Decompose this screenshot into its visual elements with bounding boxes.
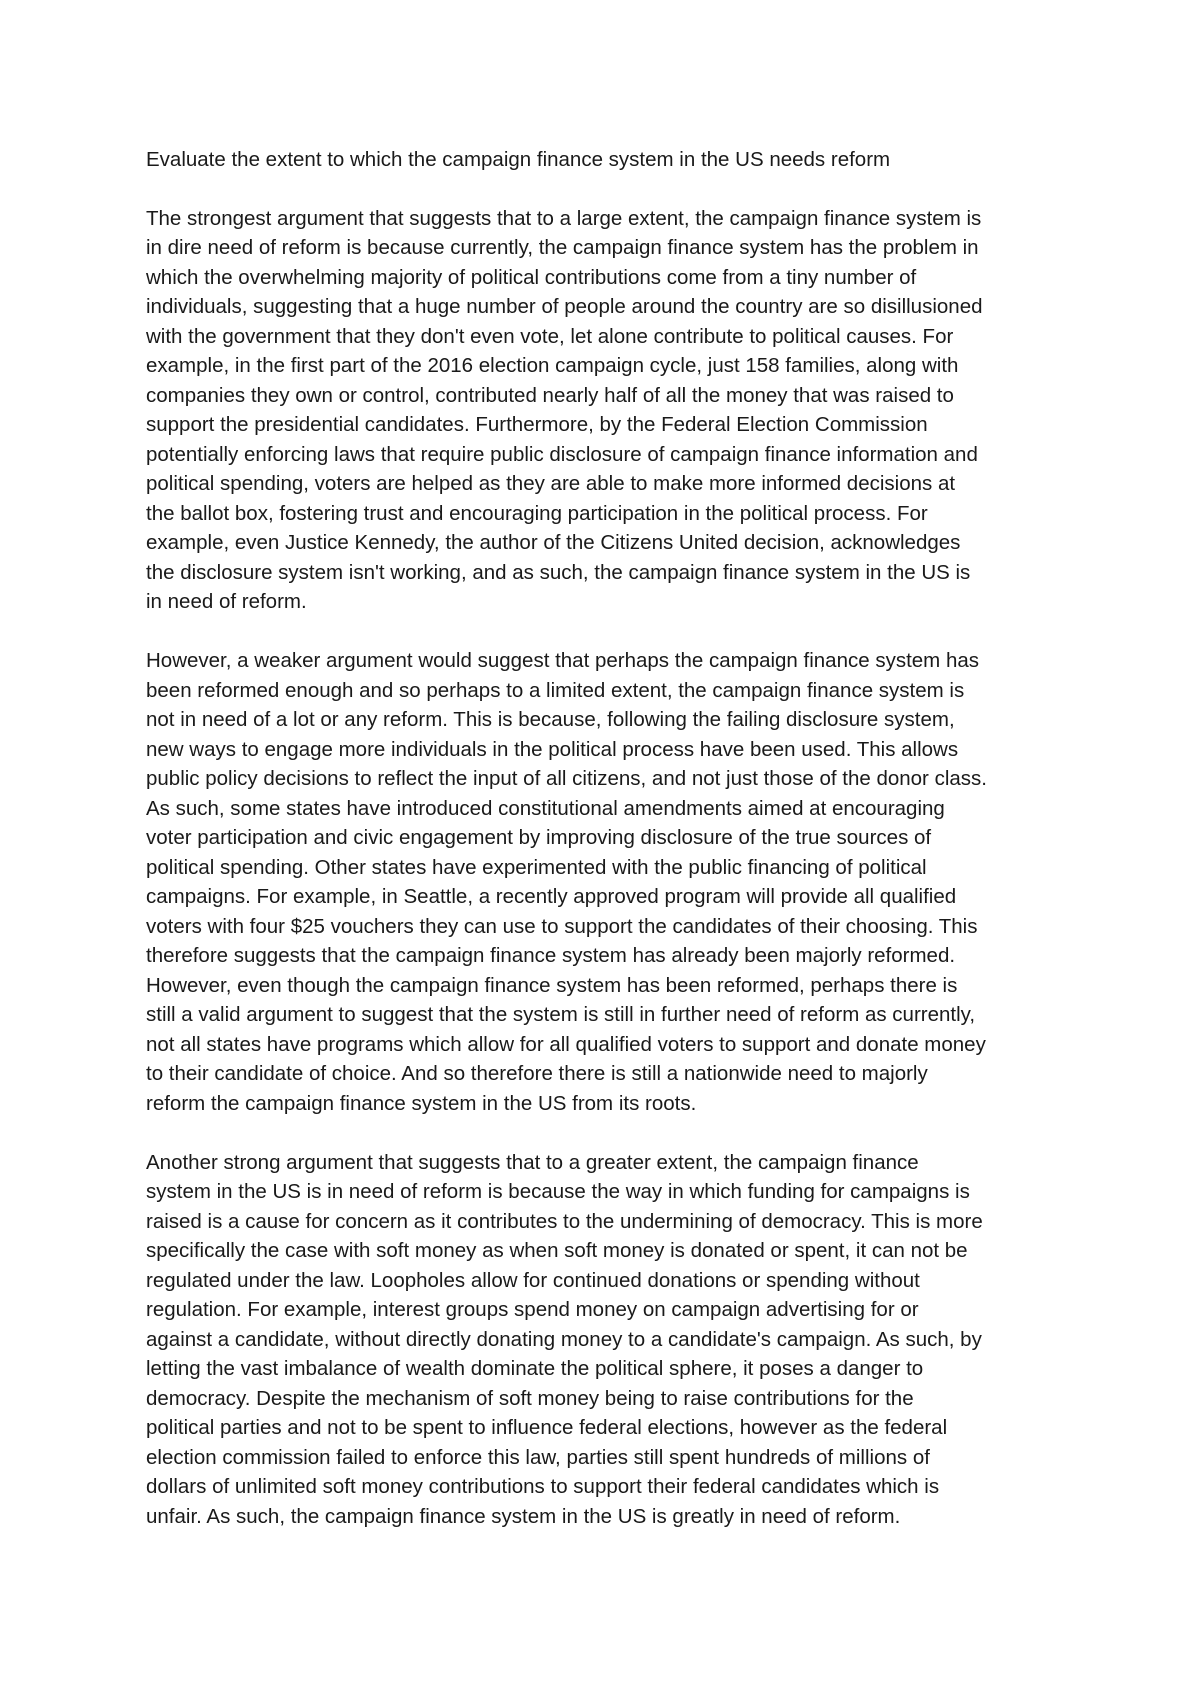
paragraph-line: unfair. As such, the campaign finance system in the US is greatly in need of reform.: [146, 1504, 901, 1528]
paragraph-line: example, in the first part of the 2016 election campaign cycle, just 158 families, along with: [146, 354, 959, 377]
paragraph: [146, 646, 1066, 1118]
document-title: Evaluate the extent to which the campaign finance system in the US needs reform: [146, 148, 891, 171]
paragraph-line: specifically the case with soft money as when soft money is donated or spent, it can not be: [146, 1239, 968, 1262]
paragraph-line: election commission failed to enforce this law, parties still spent hundreds of millions of: [146, 1445, 930, 1469]
paragraph-line: political spending, voters are helped as they are able to make more informed decisions at: [146, 472, 956, 495]
paragraph-line: potentially enforcing laws that require public disclosure of campaign finance information and: [146, 442, 978, 466]
paragraph-line: the ballot box, fostering trust and encouraging participation in the political process. For: [146, 501, 928, 525]
paragraph-line: political parties and not to be spent to influence federal elections, however as the federal: [146, 1416, 948, 1439]
paragraph-line: new ways to engage more individuals in the political process have been used. This allows: [146, 737, 959, 761]
paragraph-line: example, even Justice Kennedy, the author of the Citizens United decision, acknowledges: [146, 531, 961, 554]
paragraph-line: which the overwhelming majority of political contributions come from a tiny number of: [146, 265, 917, 289]
paragraph-line: political spending. Other states have experimented with the public financing of political: [146, 855, 927, 879]
paragraph-line: to their candidate of choice. And so therefore there is still a nationwide need to majorly: [146, 1062, 928, 1085]
paragraph-line: letting the vast imbalance of wealth dominate the political sphere, it poses a danger to: [146, 1357, 924, 1380]
paragraph-line: However, even though the campaign finance system has been reformed, perhaps there is: [146, 973, 958, 997]
paragraph-line: individuals, suggesting that a huge number of people around the country are so disillusioned: [146, 295, 983, 318]
paragraph-line: The strongest argument that suggests that to a large extent, the campaign finance system is: [146, 206, 982, 230]
paragraph-line: against a candidate, without directly donating money to a candidate's campaign. As such, by: [146, 1327, 982, 1351]
paragraph-line: As such, some states have introduced constitutional amendments aimed at encouraging: [146, 796, 945, 820]
paragraph-line: not all states have programs which allow for all qualified voters to support and donate money: [146, 1032, 986, 1056]
paragraph-line: in dire need of reform is because currently, the campaign finance system has the problem in: [146, 236, 979, 259]
paragraph-line: not in need of a lot or any reform. This is because, following the failing disclosure system,: [146, 708, 955, 731]
paragraph-line: reform the campaign finance system in the US from its roots.: [146, 1091, 697, 1115]
paragraph-line: regulation. For example, interest groups spend money on campaign advertising for or: [146, 1298, 919, 1321]
paragraph-line: in need of reform.: [146, 590, 307, 613]
paragraph-line: However, a weaker argument would suggest that perhaps the campaign finance system has: [146, 649, 979, 672]
paragraph-line: regulated under the law. Loopholes allow for continued donations or spending without: [146, 1268, 920, 1292]
paragraph-line: support the presidential candidates. Furthermore, by the Federal Election Commission: [146, 413, 928, 436]
paragraph-line: raised is a cause for concern as it contributes to the undermining of democracy. This is more: [146, 1209, 983, 1233]
paragraph-line: voter participation and civic engagement by improving disclosure of the true sources of: [146, 826, 932, 849]
paragraph-line: system in the US is in need of reform is because the way in which funding for campaigns is: [146, 1180, 970, 1203]
paragraph-line: voters with four $25 vouchers they can use to support the candidates of their choosing. This: [146, 914, 978, 938]
paragraph-line: dollars of unlimited soft money contributions to support their federal candidates which is: [146, 1475, 940, 1498]
paragraph-line: still a valid argument to suggest that the system is still in further need of reform as currently,: [146, 1003, 976, 1026]
paragraph-line: companies they own or control, contributed nearly half of all the money that was raised to: [146, 383, 954, 407]
paragraph-line: the disclosure system isn't working, and as such, the campaign finance system in the US is: [146, 560, 971, 584]
document-body: [146, 145, 1066, 1561]
paragraph-line: public policy decisions to reflect the input of all citizens, and not just those of the donor class.: [146, 767, 987, 790]
paragraphs-container: [146, 204, 1066, 1532]
paragraph-line: democracy. Despite the mechanism of soft money being to raise contributions for the: [146, 1386, 914, 1410]
paragraph-line: therefore suggests that the campaign finance system has already been majorly reformed.: [146, 944, 956, 967]
paragraph-line: with the government that they don't even vote, let alone contribute to political causes. For: [146, 324, 954, 348]
paragraph: [146, 1148, 1066, 1532]
paragraph-line: been reformed enough and so perhaps to a limited extent, the campaign finance system is: [146, 678, 965, 702]
paragraph: [146, 204, 1066, 617]
paragraph-line: Another strong argument that suggests that to a greater extent, the campaign finance: [146, 1150, 919, 1174]
paragraph-line: campaigns. For example, in Seattle, a recently approved program will provide all qualified: [146, 885, 957, 908]
